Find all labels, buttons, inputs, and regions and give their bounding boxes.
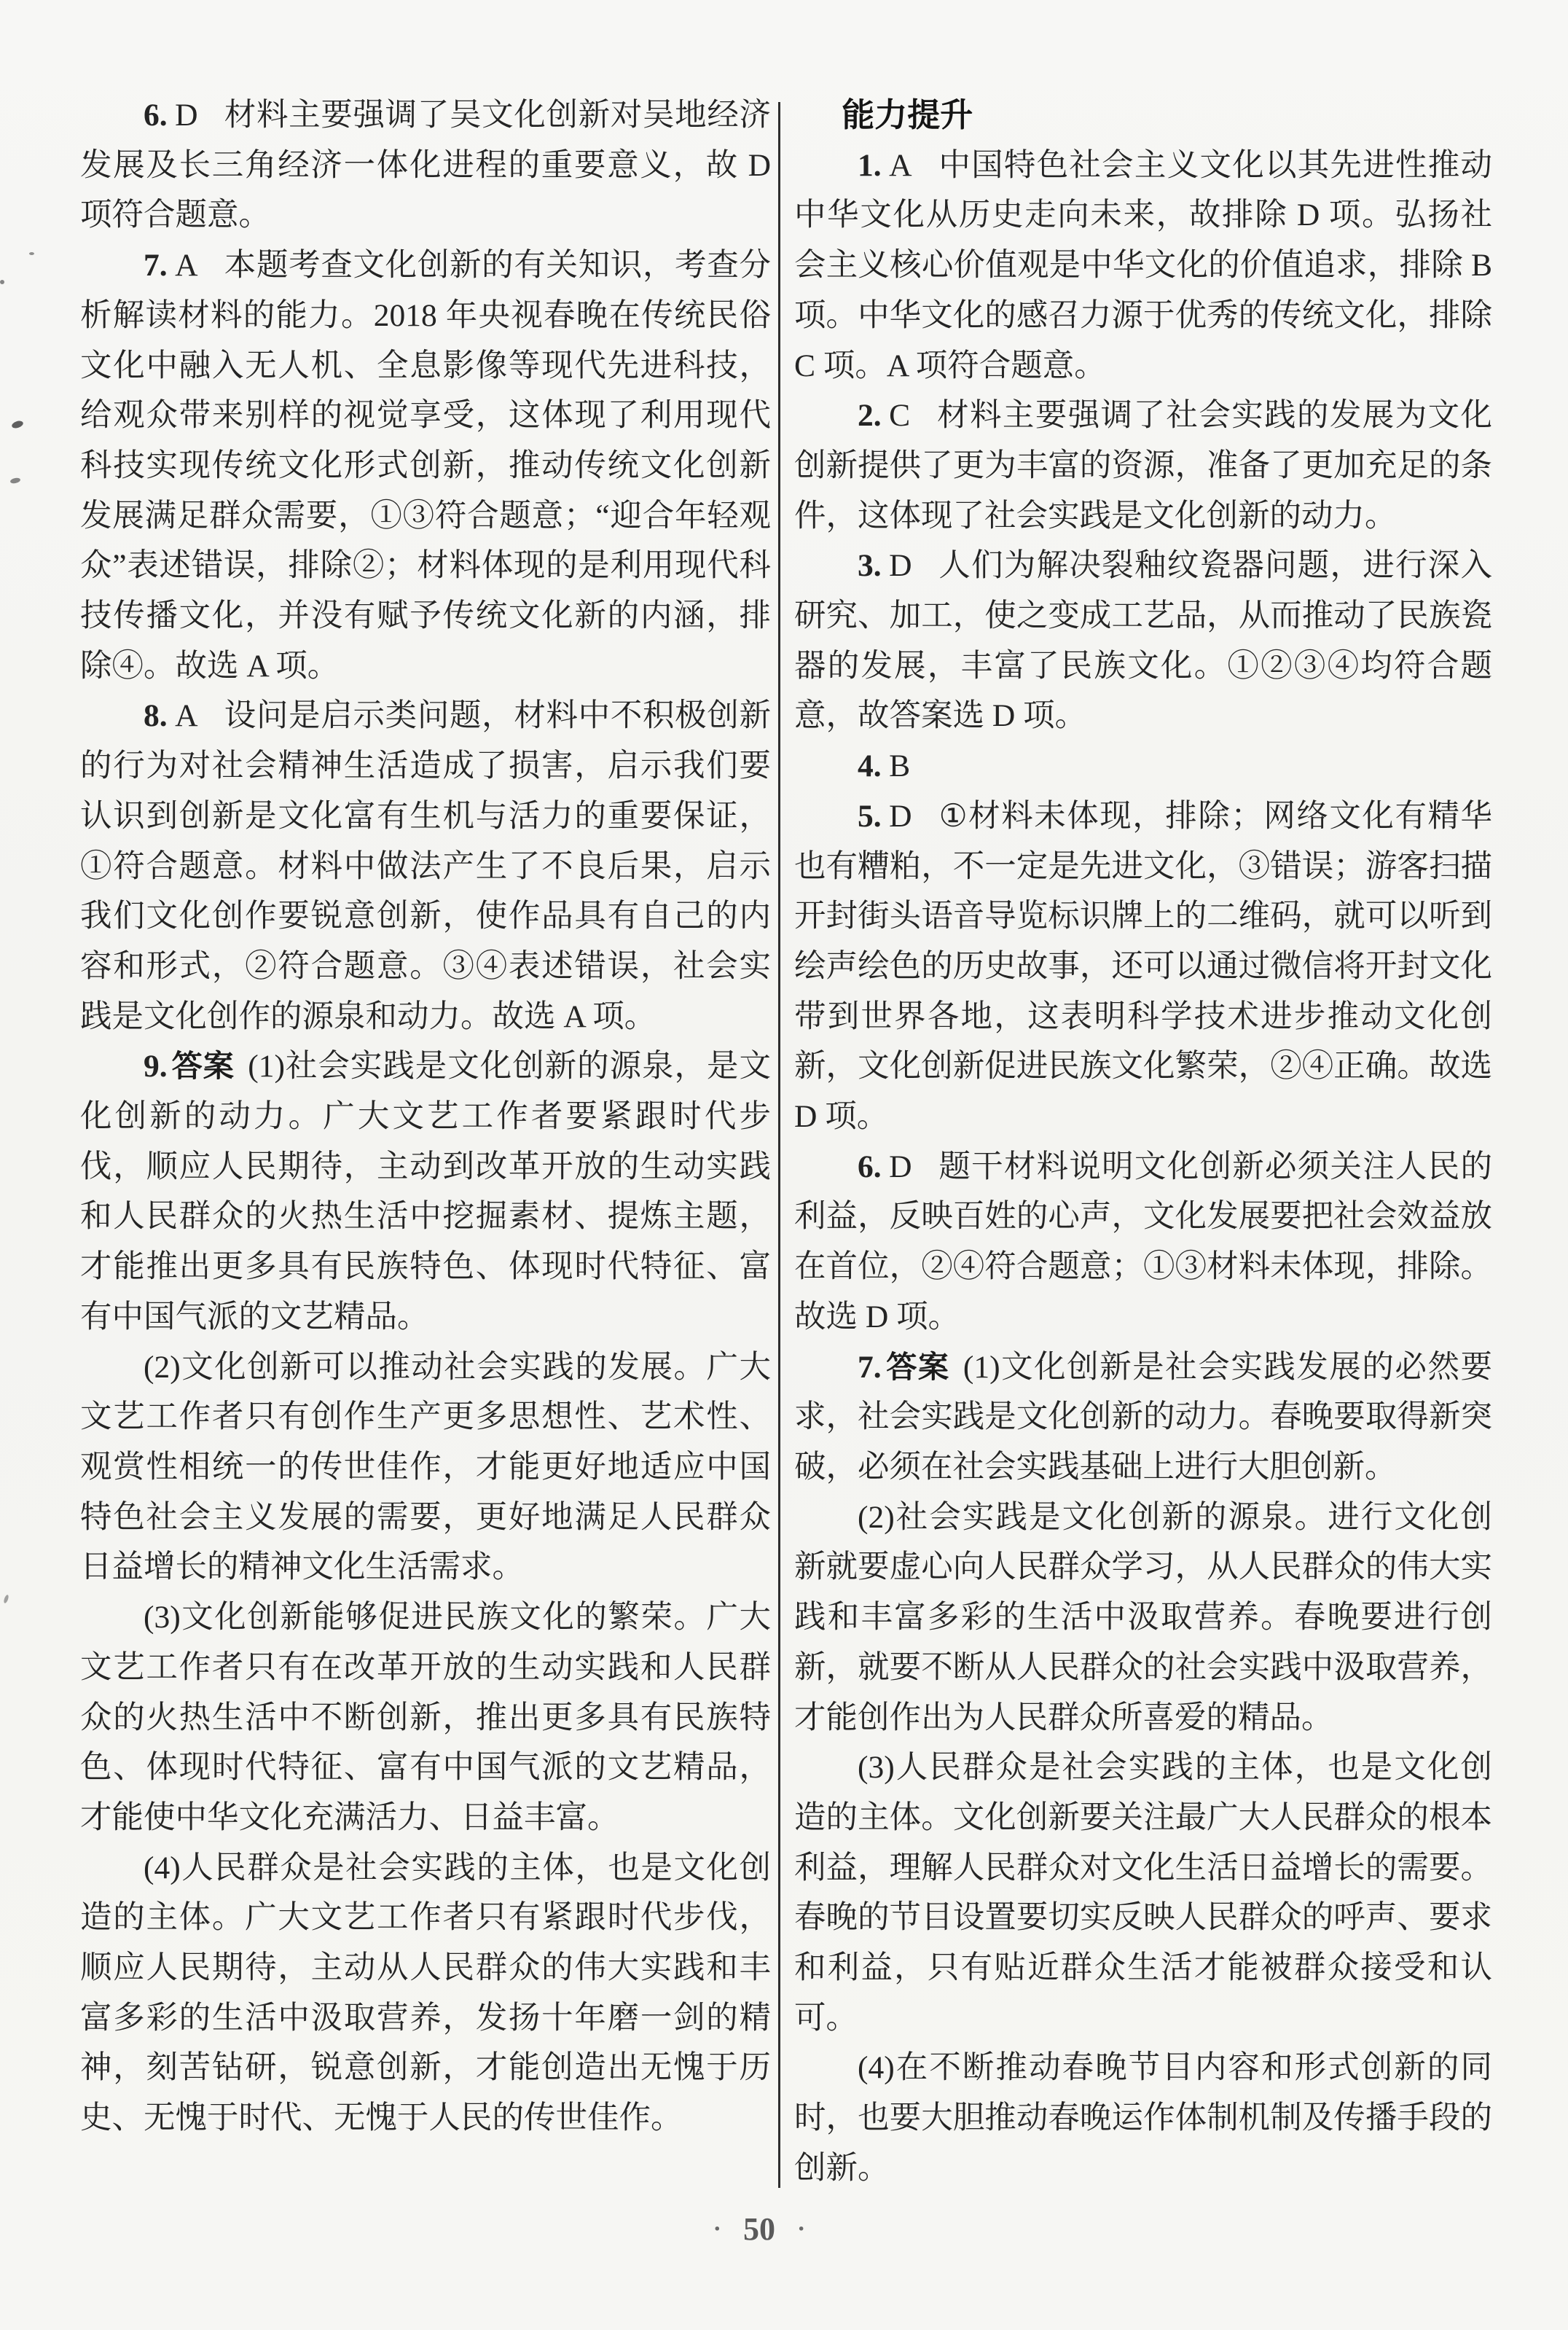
- answer-number: 4.: [858, 748, 882, 784]
- answer-item-7: [794, 1342, 1492, 1493]
- page-footer: [0, 2211, 1568, 2248]
- answer-number: 7.: [144, 248, 168, 284]
- scan-speck: [11, 420, 24, 430]
- answer-letter: B: [889, 748, 911, 784]
- answer-label: 答案: [170, 1048, 235, 1084]
- answer-text: ①材料未体现，排除；网络文化有精华也有糟粕，不一定是先进文化，③错误；游客扫描开封街头语音导览标识牌上的二维码，就可以听到绘声绘色的历史故事，还可以通过微信将开封文化带到世界各地，这表明科学技术进步推动文化创新，文化创新促进民族文化繁荣，②④正确。故选 D 项。: [794, 798, 1492, 1135]
- answer-paragraph-2: [794, 1493, 1492, 1743]
- answer-text: 材料主要强调了社会实践的发展为文化创新提供了更为丰富的资源，准备了更加充足的条件，这体现了社会实践是文化创新的动力。: [794, 398, 1492, 533]
- answer-item-1: [794, 141, 1492, 391]
- answer-paragraph-4: [794, 2043, 1492, 2193]
- answer-paragraph-3: [80, 1592, 771, 1843]
- scan-speck: [3, 1595, 9, 1604]
- answer-letter: C: [889, 398, 911, 434]
- scan-speck: [0, 280, 4, 284]
- answer-item-4: [794, 741, 1492, 791]
- paragraph-text: (3)人民群众是社会实践的主体，也是文化创造的主体。文化创新要关注最广大人民群众的根本利益，理解人民群众对文化生活日益增长的需要。春晚的节目设置要切实反映人民群众的呼声、要求和利益，只有贴近群众生活才能被群众接受和认可。: [794, 1750, 1492, 2036]
- paragraph-text: (4)在不断推动春晚节目内容和形式创新的同时，也要大胆推动春晚运作体制机制及传播手段的创新。: [794, 2050, 1492, 2186]
- answer-letter: D: [889, 798, 912, 834]
- answer-number: 6.: [144, 98, 168, 133]
- answer-number: 5.: [858, 798, 882, 834]
- answer-text: 材料主要强调了吴文化创新对吴地经济发展及长三角经济一体化进程的重要意义，故 D 项符合题意。: [80, 98, 771, 233]
- paragraph-text: (4)人民群众是社会实践的主体，也是文化创造的主体。广大文艺工作者只有紧跟时代步伐，顺应人民期待，主动从人民群众的伟大实践和丰富多彩的生活中汲取营养，发扬十年磨一剑的精神，刻苦钻研，锐意创新，才能创造出无愧于历史、无愧于时代、无愧于人民的传世佳作。: [80, 1850, 771, 2136]
- answer-text: 设问是启示类问题，材料中不积极创新的行为对社会精神生活造成了损害，启示我们要认识到创新是文化富有生机与活力的重要保证，①符合题意。材料中做法产生了不良后果，启示我们文化创作要锐意创新，使作品具有自己的内容和形式，②符合题意。③④表述错误，社会实践是文化创作的源泉和动力。故选 A 项。: [80, 698, 771, 1034]
- answer-letter: A: [889, 147, 912, 183]
- answer-item-9: [80, 1041, 771, 1342]
- scan-speck: [9, 477, 20, 485]
- answer-item-5: [794, 791, 1492, 1142]
- answer-number: 1.: [858, 147, 882, 183]
- scan-speck: [29, 252, 34, 255]
- left-column: [80, 90, 771, 2143]
- answer-item-7: [80, 241, 771, 691]
- answer-text: (1)社会实践是文化创新的源泉，是文化创新的动力。广大文艺工作者要紧跟时代步伐，顺应人民期待，主动到改革开放的生动实践和人民群众的火热生活中挖掘素材、提炼主题，才能推出更多具有民族特色、体现时代特征、富有中国气派的文艺精品。: [80, 1049, 771, 1334]
- answer-item-6: [80, 90, 771, 241]
- answer-number: 9.: [144, 1049, 168, 1084]
- paragraph-text: (3)文化创新能够促进民族文化的繁荣。广大文艺工作者只有在改革开放的生动实践和人民群众的火热生活中不断创新，推出更多具有民族特色、体现时代特征、富有中国气派的文艺精品，才能使中华文化充满活力、日益丰富。: [80, 1600, 771, 1835]
- answer-letter: A: [175, 248, 198, 284]
- answer-item-2: [794, 391, 1492, 541]
- paragraph-text: (2)社会实践是文化创新的源泉。进行文化创新就要虚心向人民群众学习，从人民群众的伟大实践和丰富多彩的生活中汲取营养。春晚要进行创新，就要不断从人民群众的社会实践中汲取营养，才能创作出为人民群众所喜爱的精品。: [794, 1499, 1492, 1735]
- footer-left-dot: ·: [713, 2216, 721, 2243]
- answer-number: 7.: [858, 1349, 882, 1385]
- answer-label: 答案: [885, 1348, 950, 1385]
- answer-letter: A: [175, 698, 198, 734]
- answer-text: (1)文化创新是社会实践发展的必然要求，社会实践是文化创新的动力。春晚要取得新突破，必须在社会实践基础上进行大胆创新。: [794, 1349, 1492, 1485]
- answer-item-8: [80, 691, 771, 1041]
- answer-paragraph-3: [794, 1743, 1492, 2043]
- answer-letter: D: [889, 1149, 912, 1184]
- answer-text: 题干材料说明文化创新必须关注人民的利益，反映百姓的心声，文化发展要把社会效益放在首位，②④符合题意；①③材料未体现，排除。故选 D 项。: [794, 1149, 1492, 1334]
- answer-text: 中国特色社会主义文化以其先进性推动中华文化从历史走向未来，故排除 D 项。弘扬社会主义核心价值观是中华文化的价值追求，排除 B 项。中华文化的感召力源于优秀的传统文化，排除 C 项。A 项符合题意。: [794, 147, 1492, 383]
- answer-text: 人们为解决裂釉纹瓷器问题，进行深入研究、加工，使之变成工艺品，从而推动了民族瓷器的发展，丰富了民族文化。①②③④均符合题意，故答案选 D 项。: [794, 548, 1492, 734]
- right-column: [794, 90, 1492, 2194]
- answer-item-3: [794, 541, 1492, 741]
- answer-letter: D: [175, 98, 198, 133]
- answer-number: 8.: [144, 698, 168, 734]
- answer-text: 本题考查文化创新的有关知识，考查分析解读材料的能力。2018 年央视春晚在传统民俗文化中融入无人机、全息影像等现代先进科技，给观众带来别样的视觉享受，这体现了利用现代科技实现传统文化形式创新，推动传统文化创新发展满足群众需要，①③符合题意；“迎合年轻观众”表述错误，排除②；材料体现的是利用现代科技传播文化，并没有赋予传统文化新的内涵，排除④。故选 A 项。: [80, 248, 771, 684]
- answer-item-6: [794, 1142, 1492, 1342]
- answer-number: 2.: [858, 398, 882, 434]
- page-number-block: [691, 2211, 828, 2248]
- column-divider-line: [778, 102, 780, 2188]
- section-header: 能力提升: [842, 95, 973, 134]
- answer-paragraph-2: [80, 1342, 771, 1593]
- answer-paragraph-4: [80, 1843, 771, 2143]
- page-number: 50: [743, 2211, 775, 2247]
- footer-right-dot: ·: [797, 2216, 806, 2243]
- paragraph-text: (2)文化创新可以推动社会实践的发展。广大文艺工作者只有创作生产更多思想性、艺术性、观赏性相统一的传世佳作，才能更好地适应中国特色社会主义发展的需要，更好地满足人民群众日益增长的精神文化生活需求。: [80, 1349, 771, 1585]
- answer-number: 3.: [858, 548, 882, 584]
- answer-letter: D: [889, 548, 912, 584]
- answer-number: 6.: [858, 1149, 882, 1184]
